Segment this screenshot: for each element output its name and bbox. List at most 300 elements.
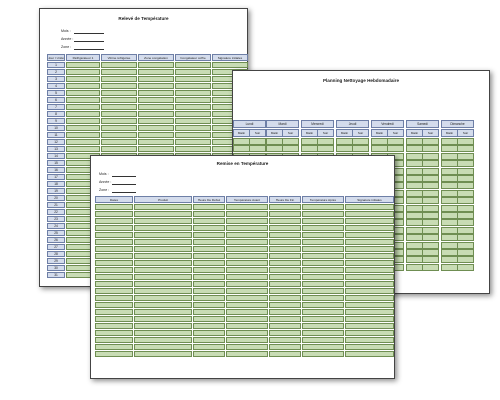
table-cell: [226, 344, 268, 350]
table-cell: [302, 260, 344, 266]
table-cell: [269, 232, 301, 238]
reheating-log-sheet: [90, 155, 395, 379]
table-cell: [101, 69, 137, 75]
table-cell: [101, 118, 137, 124]
schedule-cell: [457, 256, 474, 263]
schedule-cell: [441, 227, 458, 234]
column-header: Heure De Fin: [269, 196, 301, 203]
table-cell: [134, 225, 192, 231]
day-number: 28: [47, 251, 65, 257]
table-cell: [226, 253, 268, 259]
table-row: [95, 225, 394, 231]
table-cell: [134, 330, 192, 336]
table-cell: [134, 204, 192, 210]
table-cell: [101, 132, 137, 138]
sheet-title: Planning Nettoyage Hebdomadaire: [322, 78, 400, 83]
table-cell: [175, 125, 211, 131]
table-cell: [269, 253, 301, 259]
table-cell: [345, 281, 394, 287]
schedule-cell: [406, 197, 423, 204]
table-cell: [226, 302, 268, 308]
table-cell: [66, 146, 100, 152]
column-header: Dates: [95, 196, 133, 203]
table-cell: [226, 309, 268, 315]
schedule-cell: [422, 227, 439, 234]
table-cell: [95, 204, 133, 210]
table-row: [95, 323, 394, 329]
schedule-cell: [457, 153, 474, 160]
column-header: Vitrine réfrigérée: [101, 54, 137, 61]
day-number: 27: [47, 244, 65, 250]
schedule-cell: [457, 182, 474, 189]
day-header: Mercredi: [301, 120, 334, 128]
table-cell: [269, 260, 301, 266]
table-cell: [345, 253, 394, 259]
table-cell: [95, 267, 133, 273]
schedule-cell: [457, 227, 474, 234]
schedule-cell: [441, 190, 458, 197]
table-cell: [95, 274, 133, 280]
day-header: Mardi: [266, 120, 299, 128]
table-cell: [95, 351, 133, 357]
schedule-cell: [441, 168, 458, 175]
table-cell: [345, 309, 394, 315]
table-cell: [269, 337, 301, 343]
table-cell: [226, 260, 268, 266]
schedule-cell: [441, 234, 458, 241]
table-cell: [269, 344, 301, 350]
table-cell: [134, 309, 192, 315]
day-number: 16: [47, 167, 65, 173]
table-cell: [66, 118, 100, 124]
schedule-cell: [457, 205, 474, 212]
table-cell: [226, 218, 268, 224]
table-cell: [302, 323, 344, 329]
table-cell: [66, 132, 100, 138]
table-cell: [269, 204, 301, 210]
schedule-cell: [441, 160, 458, 167]
table-cell: [193, 267, 225, 273]
table-cell: [302, 337, 344, 343]
field-line: [112, 176, 136, 177]
schedule-cell: [406, 212, 423, 219]
table-cell: [66, 125, 100, 131]
day-number: 31: [47, 272, 65, 278]
field-line: [112, 184, 136, 185]
day-number: 5: [47, 90, 65, 96]
day-number: 12: [47, 139, 65, 145]
schedule-cell: [441, 197, 458, 204]
table-cell: [302, 232, 344, 238]
table-cell: [138, 104, 174, 110]
table-cell: [269, 330, 301, 336]
schedule-cell: [282, 138, 299, 145]
table-cell: [138, 62, 174, 68]
schedule-cell: [422, 234, 439, 241]
schedule-cell: [406, 168, 423, 175]
schedule-cell: [441, 212, 458, 219]
schedule-cell: [371, 145, 388, 152]
table-cell: [134, 351, 192, 357]
day-number: 26: [47, 237, 65, 243]
schedule-cell: [406, 234, 423, 241]
table-cell: [302, 211, 344, 217]
table-row: [95, 232, 394, 238]
table-cell: [66, 111, 100, 117]
table-row: [47, 69, 248, 75]
table-cell: [226, 316, 268, 322]
day-number: 22: [47, 209, 65, 215]
table-cell: [66, 83, 100, 89]
schedule-cell: [422, 182, 439, 189]
schedule-cell: [336, 145, 353, 152]
schedule-cell: [457, 168, 474, 175]
schedule-cell: [387, 138, 404, 145]
schedule-cell: [406, 175, 423, 182]
table-cell: [134, 337, 192, 343]
table-cell: [66, 62, 100, 68]
table-row: [47, 146, 248, 152]
table-cell: [269, 218, 301, 224]
shift-header: Soir: [457, 129, 474, 137]
table-row: [95, 295, 394, 301]
table-cell: [138, 111, 174, 117]
schedule-cell: [457, 234, 474, 241]
table-cell: [193, 246, 225, 252]
column-header: Réfrigérateur 1: [66, 54, 100, 61]
table-cell: [345, 316, 394, 322]
table-cell: [226, 239, 268, 245]
table-cell: [95, 295, 133, 301]
schedule-cell: [457, 212, 474, 219]
day-number: 11: [47, 132, 65, 138]
table-cell: [269, 302, 301, 308]
day-number: 9: [47, 118, 65, 124]
table-row: [47, 104, 248, 110]
schedule-cell: [249, 145, 266, 152]
table-cell: [345, 225, 394, 231]
schedule-cell: [406, 160, 423, 167]
schedule-cell: [406, 153, 423, 160]
table-cell: [175, 132, 211, 138]
schedule-cell: [301, 145, 318, 152]
schedule-cell: [441, 219, 458, 226]
field-label: Mois :: [61, 29, 71, 33]
table-cell: [138, 69, 174, 75]
table-cell: [95, 218, 133, 224]
table-cell: [302, 267, 344, 273]
schedule-cell: [317, 145, 334, 152]
schedule-cell: [387, 145, 404, 152]
table-cell: [193, 239, 225, 245]
table-cell: [95, 225, 133, 231]
table-cell: [95, 337, 133, 343]
schedule-cell: [406, 182, 423, 189]
schedule-cell: [457, 264, 474, 271]
shift-header: Matin: [406, 129, 423, 137]
schedule-cell: [441, 153, 458, 160]
table-row: [95, 344, 394, 350]
table-cell: [95, 302, 133, 308]
schedule-cell: [406, 242, 423, 249]
field-label: Année :: [61, 37, 74, 41]
table-cell: [66, 104, 100, 110]
table-cell: [138, 118, 174, 124]
column-header: Congélateur coffre: [175, 54, 211, 61]
table-cell: [138, 90, 174, 96]
shift-header: Matin: [301, 129, 318, 137]
table-cell: [345, 330, 394, 336]
column-header: Zone congélation: [138, 54, 174, 61]
table-cell: [134, 253, 192, 259]
table-cell: [226, 267, 268, 273]
schedule-cell: [441, 256, 458, 263]
schedule-cell: [371, 138, 388, 145]
table-cell: [345, 260, 394, 266]
table-cell: [226, 274, 268, 280]
table-cell: [95, 316, 133, 322]
table-row: [95, 260, 394, 266]
day-number: 30: [47, 265, 65, 271]
schedule-cell: [441, 205, 458, 212]
table-cell: [345, 211, 394, 217]
day-number: 18: [47, 181, 65, 187]
table-row: [47, 76, 248, 82]
table-cell: [193, 281, 225, 287]
table-cell: [101, 125, 137, 131]
table-cell: [175, 76, 211, 82]
table-row: [95, 351, 394, 357]
table-cell: [345, 295, 394, 301]
table-cell: [302, 246, 344, 252]
table-row: [95, 239, 394, 245]
shift-header: Soir: [317, 129, 334, 137]
schedule-cell: [406, 205, 423, 212]
reheating-log-table: [94, 195, 395, 358]
shift-header: Soir: [352, 129, 369, 137]
table-cell: [269, 246, 301, 252]
table-cell: [134, 323, 192, 329]
table-cell: [345, 232, 394, 238]
table-cell: [66, 139, 100, 145]
schedule-cell: [422, 145, 439, 152]
sheet-title: Relevé de Température: [118, 16, 169, 21]
table-cell: [95, 260, 133, 266]
header-row: [47, 54, 248, 61]
table-cell: [193, 316, 225, 322]
table-cell: [302, 295, 344, 301]
schedule-cell: [457, 249, 474, 256]
table-cell: [175, 69, 211, 75]
field-line: [74, 49, 104, 50]
schedule-cell: [441, 145, 458, 152]
table-cell: [101, 146, 137, 152]
table-cell: [95, 281, 133, 287]
table-cell: [101, 97, 137, 103]
table-cell: [134, 232, 192, 238]
column-header: Produit: [134, 196, 192, 203]
day-number: 17: [47, 174, 65, 180]
schedule-cell: [422, 197, 439, 204]
schedule-cell: [406, 249, 423, 256]
table-cell: [193, 232, 225, 238]
table-cell: [302, 330, 344, 336]
schedule-cell: [441, 175, 458, 182]
schedule-cell: [336, 138, 353, 145]
table-cell: [269, 281, 301, 287]
schedule-cell: [406, 264, 423, 271]
day-header: Samedi: [406, 120, 439, 128]
table-cell: [226, 281, 268, 287]
field-line: [74, 33, 104, 34]
table-cell: [193, 351, 225, 357]
table-cell: [226, 337, 268, 343]
table-cell: [226, 295, 268, 301]
day-number: 21: [47, 202, 65, 208]
table-cell: [95, 232, 133, 238]
column-header: Signature initiales: [345, 196, 394, 203]
table-cell: [138, 139, 174, 145]
day-number: 20: [47, 195, 65, 201]
table-cell: [66, 97, 100, 103]
table-cell: [226, 246, 268, 252]
table-cell: [95, 288, 133, 294]
table-cell: [345, 267, 394, 273]
table-cell: [226, 288, 268, 294]
schedule-cell: [233, 138, 250, 145]
schedule-cell: [266, 145, 283, 152]
schedule-cell: [422, 264, 439, 271]
schedule-cell: [233, 145, 250, 152]
schedule-cell: [457, 242, 474, 249]
table-cell: [134, 218, 192, 224]
table-cell: [101, 62, 137, 68]
table-row: [95, 281, 394, 287]
table-row: [47, 132, 248, 138]
table-row: [95, 274, 394, 280]
schedule-cell: [317, 138, 334, 145]
schedule-cell: [266, 138, 283, 145]
table-cell: [138, 132, 174, 138]
day-header: Jeudi: [336, 120, 369, 128]
table-cell: [269, 267, 301, 273]
schedule-cell: [422, 212, 439, 219]
table-cell: [302, 253, 344, 259]
table-cell: [212, 62, 248, 68]
table-row: [95, 309, 394, 315]
table-cell: [134, 316, 192, 322]
schedule-cell: [441, 249, 458, 256]
table-cell: [345, 218, 394, 224]
day-number: 14: [47, 153, 65, 159]
table-cell: [175, 111, 211, 117]
schedule-cell: [441, 138, 458, 145]
shift-header: Soir: [249, 129, 266, 137]
table-cell: [345, 239, 394, 245]
table-row: [47, 62, 248, 68]
schedule-cell: [422, 242, 439, 249]
table-row: [47, 90, 248, 96]
shift-header: Matin: [336, 129, 353, 137]
shift-header: Matin: [233, 129, 250, 137]
table-cell: [193, 302, 225, 308]
table-cell: [175, 83, 211, 89]
table-cell: [66, 76, 100, 82]
table-cell: [193, 260, 225, 266]
table-cell: [269, 351, 301, 357]
table-cell: [226, 225, 268, 231]
table-cell: [193, 330, 225, 336]
table-cell: [138, 83, 174, 89]
table-cell: [302, 344, 344, 350]
table-cell: [138, 97, 174, 103]
table-row: [95, 204, 394, 210]
table-cell: [226, 204, 268, 210]
schedule-cell: [457, 138, 474, 145]
day-number: 2: [47, 69, 65, 75]
table-cell: [101, 83, 137, 89]
table-cell: [134, 246, 192, 252]
day-number: 6: [47, 97, 65, 103]
schedule-cell: [422, 205, 439, 212]
table-cell: [101, 90, 137, 96]
table-cell: [269, 316, 301, 322]
table-cell: [193, 323, 225, 329]
table-cell: [134, 288, 192, 294]
table-cell: [134, 274, 192, 280]
day-number: 23: [47, 216, 65, 222]
table-cell: [269, 288, 301, 294]
table-cell: [101, 76, 137, 82]
table-cell: [175, 97, 211, 103]
day-number: 24: [47, 223, 65, 229]
table-cell: [269, 225, 301, 231]
table-cell: [134, 211, 192, 217]
table-cell: [95, 323, 133, 329]
day-number: 1: [47, 62, 65, 68]
schedule-cell: [282, 145, 299, 152]
schedule-cell: [422, 153, 439, 160]
table-cell: [226, 232, 268, 238]
schedule-cell: [406, 145, 423, 152]
table-cell: [193, 253, 225, 259]
table-row: [47, 97, 248, 103]
table-cell: [193, 309, 225, 315]
day-number: 8: [47, 111, 65, 117]
table-row: [95, 211, 394, 217]
table-cell: [302, 288, 344, 294]
schedule-cell: [441, 264, 458, 271]
table-cell: [302, 225, 344, 231]
table-cell: [302, 302, 344, 308]
table-cell: [175, 146, 211, 152]
table-row: [95, 253, 394, 259]
table-cell: [134, 344, 192, 350]
schedule-cell: [422, 256, 439, 263]
field-line: [112, 192, 136, 193]
table-cell: [138, 125, 174, 131]
day-number: 19: [47, 188, 65, 194]
schedule-cell: [422, 190, 439, 197]
day-number: 25: [47, 230, 65, 236]
table-cell: [134, 260, 192, 266]
table-cell: [101, 111, 137, 117]
column-header: Température Après: [302, 196, 344, 203]
table-cell: [175, 139, 211, 145]
schedule-cell: [457, 145, 474, 152]
table-cell: [134, 239, 192, 245]
table-cell: [302, 218, 344, 224]
